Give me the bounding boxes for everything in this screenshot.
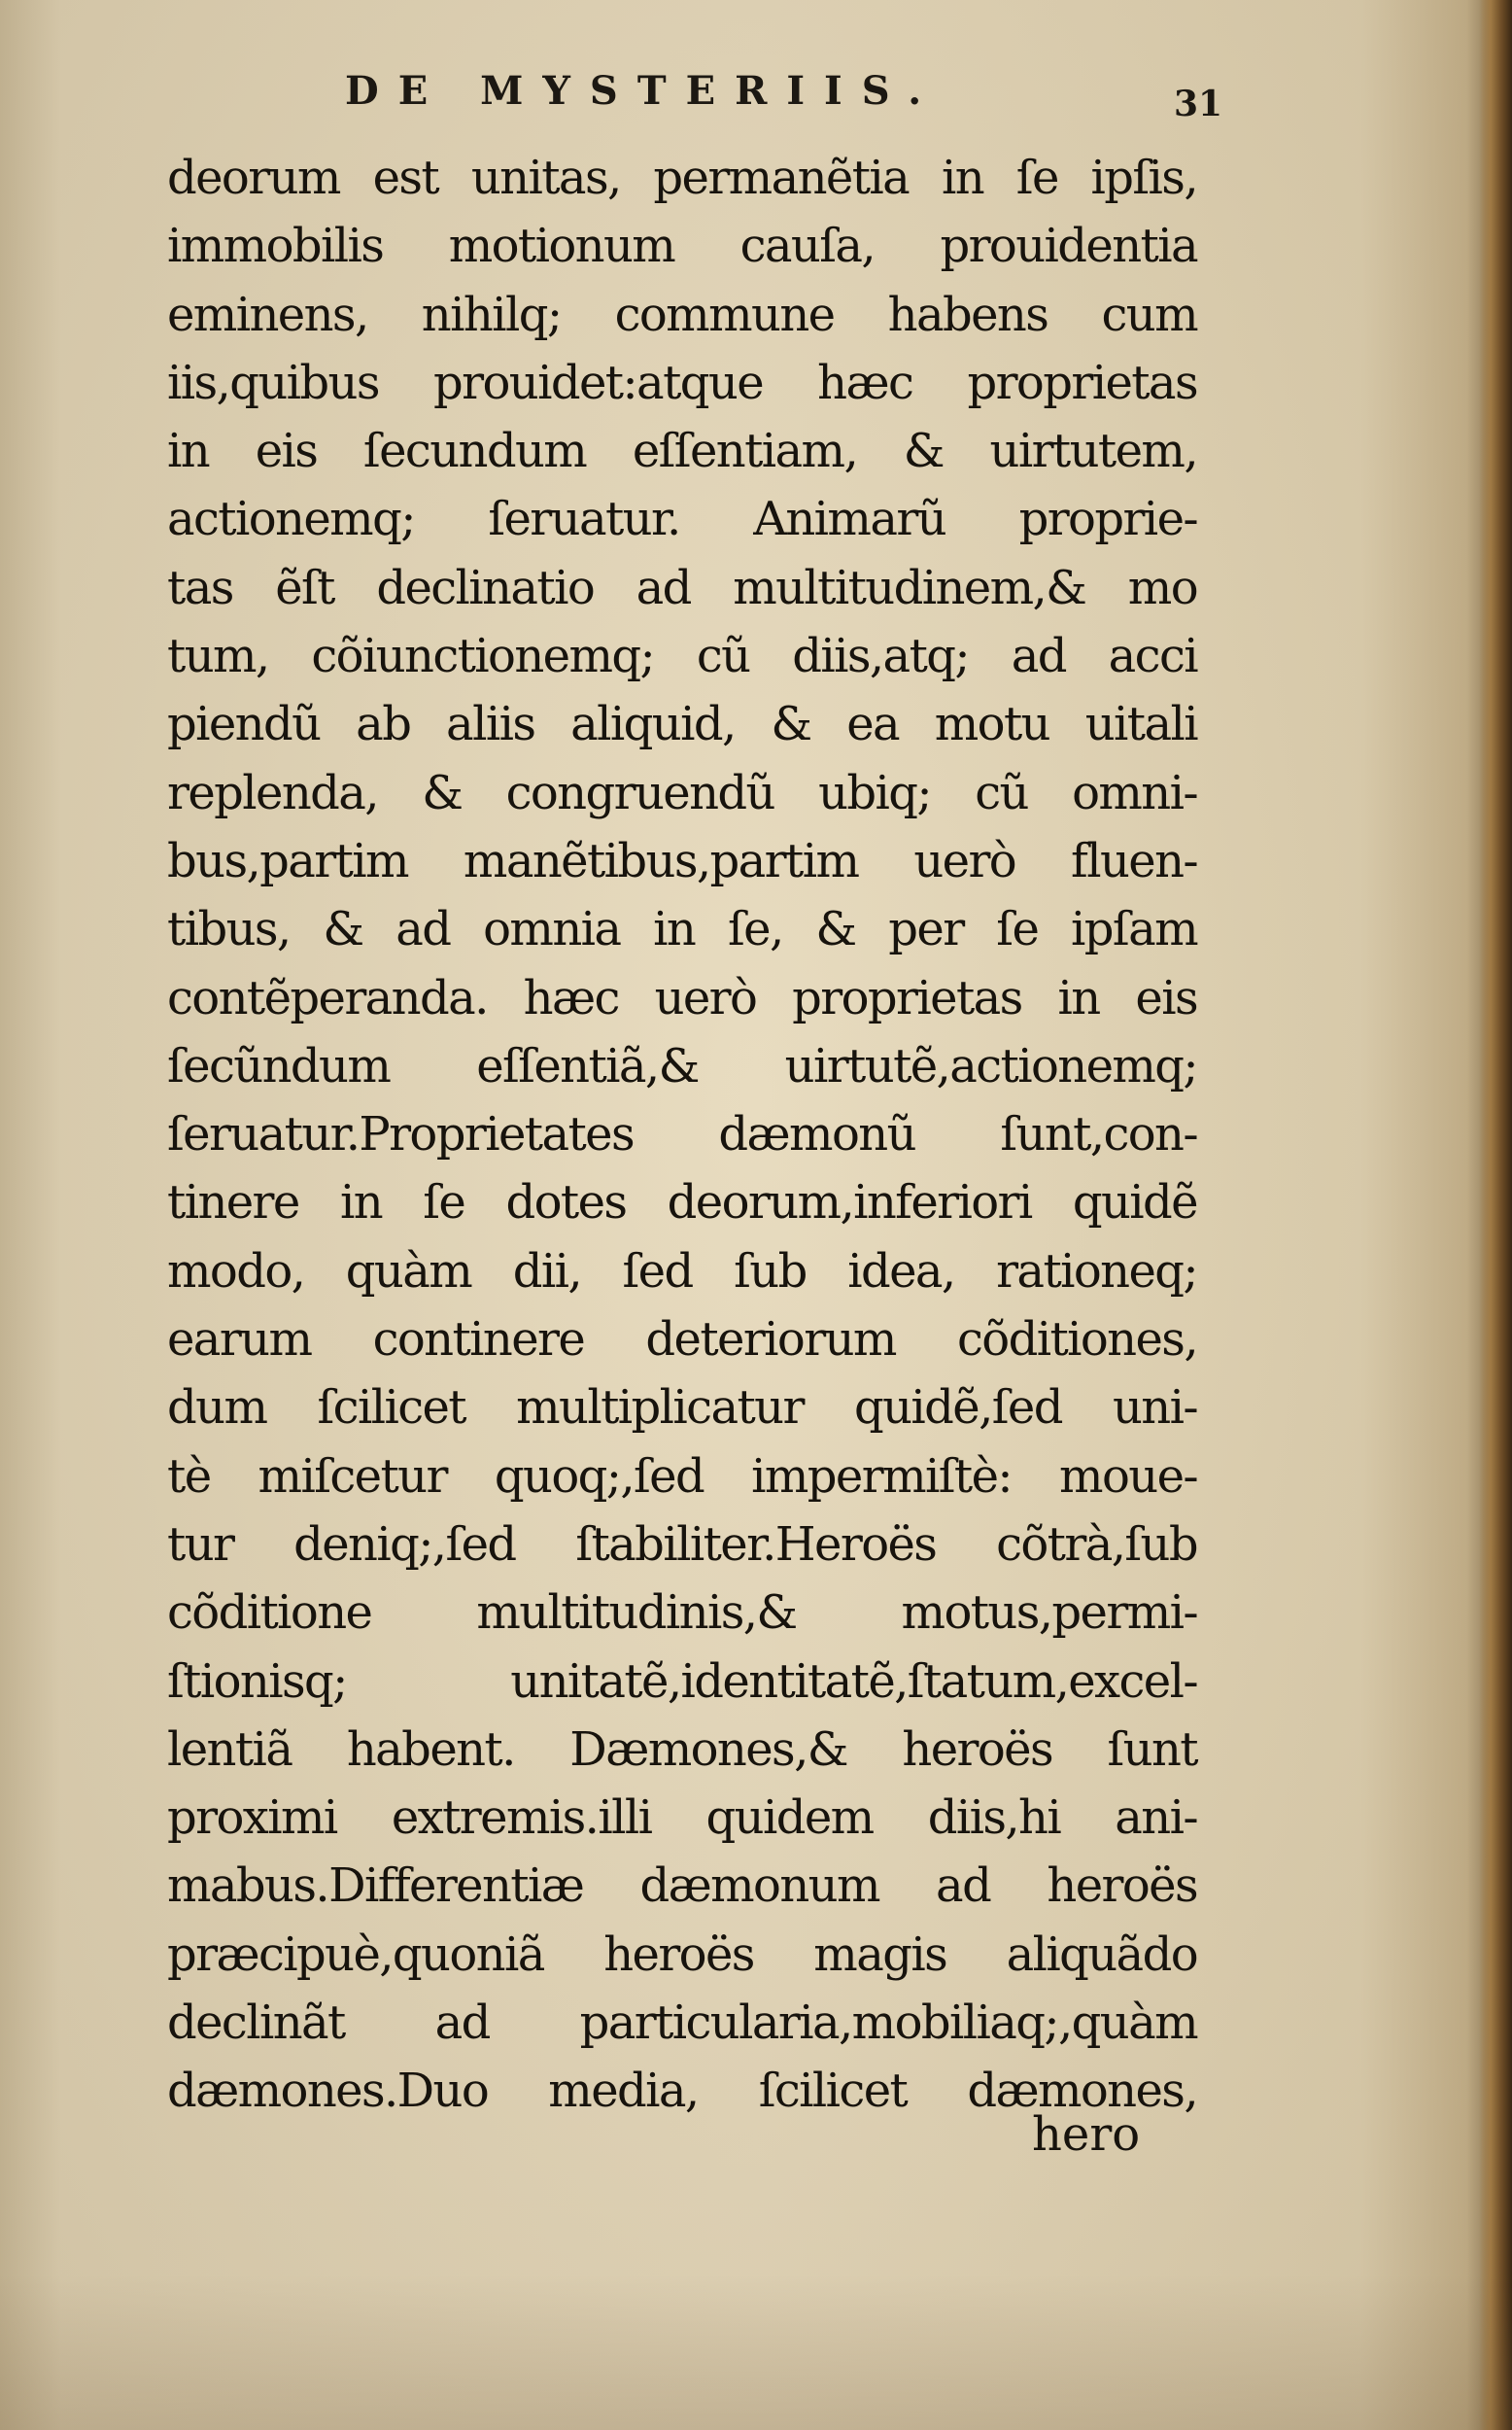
- text-line: mabus.Differentiæ dæmonum ad heroës: [167, 1858, 1197, 1914]
- text-line: declinãt ad particularia,mobiliaq;,quàm: [167, 1996, 1197, 2051]
- text-line: præcipuè,quoniã heroës magis aliquãdo: [167, 1927, 1197, 1982]
- text-line: immobilis motionum cauſa, prouidentia: [167, 219, 1197, 274]
- text-line: replenda, & congruendũ ubiq; cũ omni-: [167, 765, 1197, 820]
- text-line: piendũ ab aliis aliquid, & ea motu uitali: [167, 697, 1197, 752]
- catchword: hero: [1032, 2107, 1141, 2162]
- text-line: eminens, nihilq; commune habens cum: [167, 287, 1197, 342]
- running-head: DE MYSTERIIS.: [345, 68, 942, 114]
- text-line: contẽperanda. hæc uerò proprietas in eis: [167, 970, 1197, 1025]
- text-line: iis,quibus prouidet:atque hæc proprietas: [167, 355, 1197, 410]
- text-line: proximi extremis.illi quidem diis,hi ani-: [167, 1790, 1197, 1846]
- text-line: dum ſcilicet multiplicatur quidẽ,ſed uni-: [167, 1380, 1197, 1436]
- text-line: deorum est unitas, permanẽtia in ſe ipſis,: [167, 151, 1197, 205]
- body-text: [167, 144, 1197, 2126]
- text-line: cõditione multitudinis,& motus,permi-: [167, 1585, 1197, 1641]
- text-line: in eis ſecundum eſſentiam, & uirtutem,: [167, 424, 1197, 479]
- text-line: tas ẽſt declinatio ad multitudinem,& mo: [167, 560, 1197, 615]
- text-line: earum continere deteriorum cõditiones,: [167, 1312, 1197, 1368]
- text-line: tum, cõiunctionemq; cũ diis,atq; ad acci: [167, 629, 1197, 684]
- text-line: tè miſcetur quoq;,ſed impermiſtè: moue-: [167, 1448, 1197, 1504]
- page-edge-shadow: [1479, 0, 1512, 2430]
- text-line: ſtionisq; unitatẽ,identitatẽ,ſtatum,excel-: [167, 1653, 1197, 1709]
- text-line: tur deniq;,ſed ſtabiliter.Heroës cõtrà,ſub: [167, 1516, 1197, 1572]
- text-line: actionemq; ſeruatur. Animarũ proprie-: [167, 492, 1197, 547]
- text-line: tibus, & ad omnia in ſe, & per ſe ipſam: [167, 902, 1197, 957]
- text-line: modo, quàm dii, ſed ſub idea, rationeq;: [167, 1243, 1197, 1299]
- page-number: 31: [1174, 84, 1223, 124]
- text-line: ſeruatur.Proprietates dæmonũ ſunt,con-: [167, 1107, 1197, 1163]
- text-line: bus,partim manẽtibus,partim uerò fluen-: [167, 833, 1197, 888]
- text-line: dæmones.Duo media, ſcilicet dæmones,: [167, 2064, 1197, 2119]
- text-line: lentiã habent. Dæmones,& heroës ſunt: [167, 1721, 1197, 1777]
- text-line: tinere in ſe dotes deorum,inferiori quidẽ: [167, 1175, 1197, 1231]
- text-line: ſecũndum eſſentiã,& uirtutẽ,actionemq;: [167, 1038, 1197, 1094]
- page-bottom-shade: [0, 2274, 1512, 2430]
